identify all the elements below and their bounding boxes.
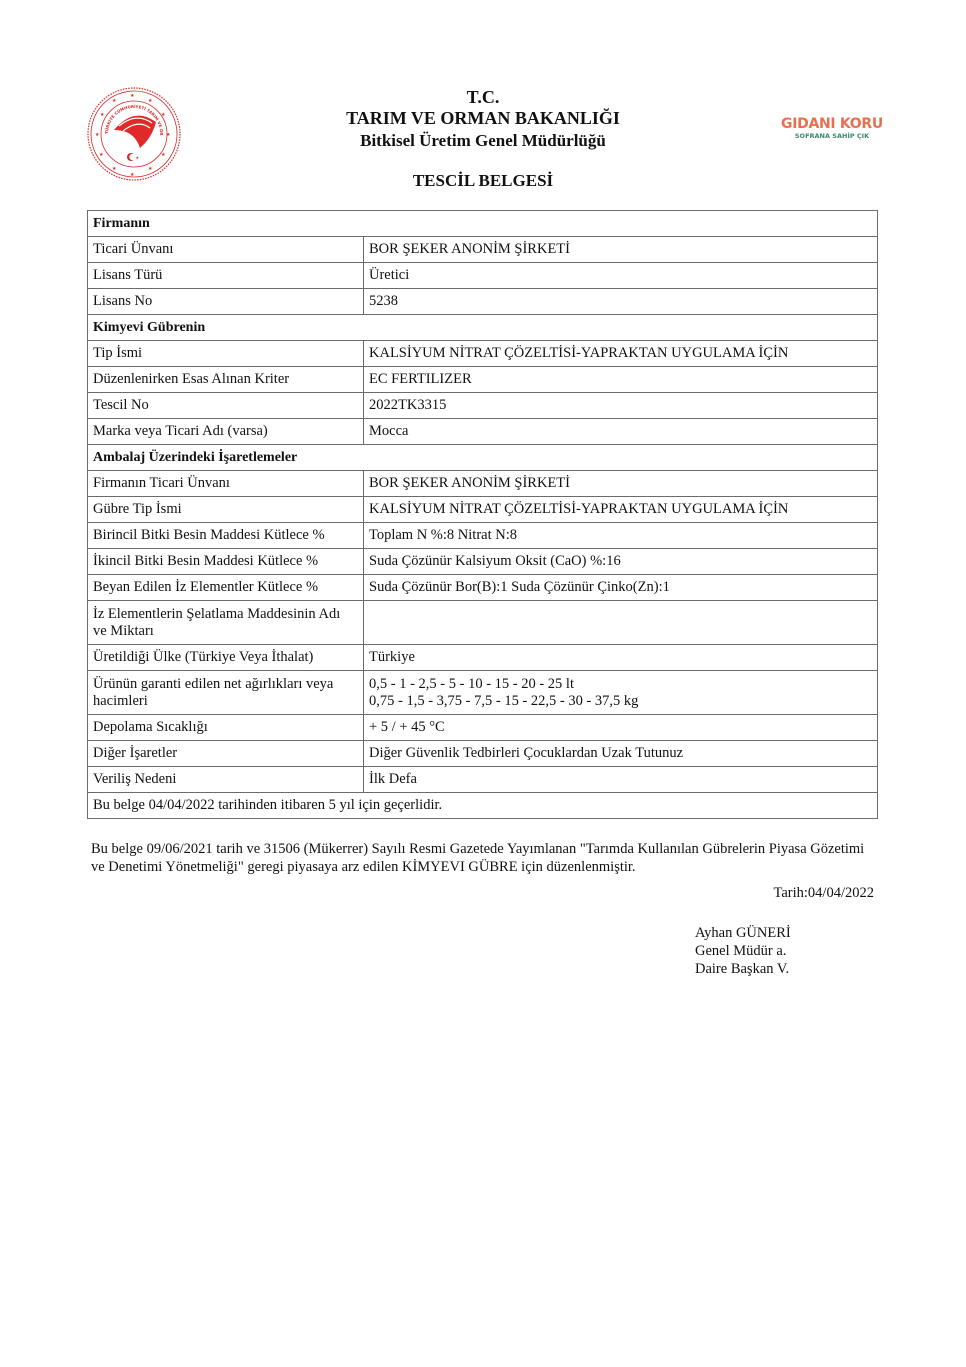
validity-text: Bu belge 04/04/2022 tarihinden itibaren 5 yıl için geçerlidir. <box>88 793 878 819</box>
svg-text:★: ★ <box>135 155 140 160</box>
row-label <box>88 601 364 645</box>
row-label: İkincil Bitki Besin Maddesi Kütlece % <box>88 549 364 575</box>
row-label: Depolama Sıcaklığı <box>88 715 364 741</box>
row-label <box>88 671 364 715</box>
table-row <box>88 671 878 715</box>
row-value <box>364 671 878 715</box>
row-label: Lisans Türü <box>88 263 364 289</box>
row-label-line2: ve Miktarı <box>93 622 154 639</box>
row-value: Mocca <box>364 419 878 445</box>
row-label-line1: İz Elementlerin Şelatlama Maddesinin Adı <box>93 605 341 622</box>
row-value: BOR ŞEKER ANONİM ŞİRKETİ <box>364 471 878 497</box>
header-ministry: TARIM VE ORMAN BAKANLIĞI <box>346 108 620 128</box>
row-label: Gübre Tip İsmi <box>88 497 364 523</box>
row-label: Tescil No <box>88 393 364 419</box>
document-title: TESCİL BELGESİ <box>412 171 554 190</box>
seal-text: TÜRKİYE CUMHURİYETİ TARIM VE OR <box>103 103 165 136</box>
svg-text:★: ★ <box>166 132 171 138</box>
section-header-row <box>88 211 878 237</box>
signatory-name: Ayhan GÜNERİ <box>695 925 791 941</box>
svg-text:★: ★ <box>130 93 135 99</box>
row-value: Suda Çözünür Bor(B):1 Suda Çözünür Çinko(Zn):1 <box>364 575 878 601</box>
registration-table <box>87 210 878 819</box>
svg-text:★: ★ <box>112 98 117 104</box>
row-label: Tip İsmi <box>88 341 364 367</box>
issue-date: Tarih:04/04/2022 <box>773 885 874 901</box>
svg-text:★: ★ <box>100 112 105 118</box>
table-row <box>88 471 878 497</box>
row-label: Ticari Ünvanı <box>88 237 364 263</box>
row-label-line1: Ürünün garanti edilen net ağırlıkları veya <box>93 675 334 692</box>
svg-text:★: ★ <box>148 98 153 104</box>
section-title-fertilizer: Kimyevi Gübrenin <box>88 315 878 341</box>
row-value: 5238 <box>364 289 878 315</box>
table-row <box>88 497 878 523</box>
row-label: Üretildiği Ülke (Türkiye Veya İthalat) <box>88 645 364 671</box>
svg-text:★: ★ <box>99 152 104 158</box>
svg-text:★: ★ <box>161 112 166 118</box>
row-label: Firmanın Ticari Ünvanı <box>88 471 364 497</box>
row-label: Diğer İşaretler <box>88 741 364 767</box>
svg-text:★: ★ <box>112 166 117 172</box>
validity-row <box>88 793 878 819</box>
row-label: Düzenlenirken Esas Alınan Kriter <box>88 367 364 393</box>
table-row <box>88 393 878 419</box>
section-title-packaging: Ambalaj Üzerindeki İşaretlemeler <box>88 445 878 471</box>
header-directorate: Bitkisel Üretim Genel Müdürlüğü <box>360 131 606 150</box>
row-value-line1: 0,5 - 1 - 2,5 - 5 - 10 - 15 - 20 - 25 lt <box>369 675 574 692</box>
row-label-line2: hacimleri <box>93 692 148 709</box>
signatory-title-1: Genel Müdür a. <box>695 943 787 959</box>
row-value-line2: 0,75 - 1,5 - 3,75 - 7,5 - 15 - 22,5 - 30 - 37,5 kg <box>369 692 639 709</box>
signatory-title-2: Daire Başkan V. <box>695 961 790 977</box>
table-row <box>88 767 878 793</box>
table-row <box>88 367 878 393</box>
row-value: BOR ŞEKER ANONİM ŞİRKETİ <box>364 237 878 263</box>
table-row <box>88 715 878 741</box>
header-tc: T.C. <box>466 87 500 107</box>
table-row <box>88 549 878 575</box>
row-value: 2022TK3315 <box>364 393 878 419</box>
gidani-koru-logo <box>780 116 884 148</box>
row-value: KALSİYUM NİTRAT ÇÖZELTİSİ-YAPRAKTAN UYGULAMA İÇİN <box>364 341 878 367</box>
table-row <box>88 601 878 645</box>
row-value: KALSİYUM NİTRAT ÇÖZELTİSİ-YAPRAKTAN UYGULAMA İÇİN <box>364 497 878 523</box>
table-row <box>88 263 878 289</box>
row-value: Diğer Güvenlik Tedbirleri Çocuklardan Uzak Tutunuz <box>364 741 878 767</box>
table-row <box>88 645 878 671</box>
row-value <box>364 601 878 645</box>
table-row <box>88 341 878 367</box>
row-value: İlk Defa <box>364 767 878 793</box>
table-row <box>88 575 878 601</box>
svg-text:★: ★ <box>148 166 153 172</box>
table-row <box>88 289 878 315</box>
brand-sub-text: SOFRANA SAHİP ÇIK <box>794 132 870 140</box>
row-label: Marka veya Ticari Adı (varsa) <box>88 419 364 445</box>
row-label: Veriliş Nedeni <box>88 767 364 793</box>
signature-block <box>695 924 791 978</box>
table-row <box>88 419 878 445</box>
row-value: EC FERTILIZER <box>364 367 878 393</box>
row-label: Birincil Bitki Besin Maddesi Kütlece % <box>88 523 364 549</box>
section-header-row <box>88 315 878 341</box>
row-value: + 5 / + 45 °C <box>364 715 878 741</box>
section-title-firm: Firmanın <box>88 211 878 237</box>
row-label: Beyan Edilen İz Elementler Kütlece % <box>88 575 364 601</box>
row-label: Lisans No <box>88 289 364 315</box>
row-value: Toplam N %:8 Nitrat N:8 <box>364 523 878 549</box>
row-value: Türkiye <box>364 645 878 671</box>
table-row <box>88 237 878 263</box>
regulation-paragraph: Bu belge 09/06/2021 tarih ve 31506 (Mükerrer) Sayılı Resmi Gazetede Yayımlanan "Tarımda Kullanılan Gübrelerin Piyasa Gözetimi ve Denetimi Yönetmeliği" geregi piyasaya arz edilen KİMYEVI GÜBRE için düzenlenmiştir. <box>91 841 865 875</box>
svg-text:★: ★ <box>130 172 135 178</box>
table-row <box>88 523 878 549</box>
row-value: Suda Çözünür Kalsiyum Oksit (CaO) %:16 <box>364 549 878 575</box>
svg-text:★: ★ <box>161 152 166 158</box>
ministry-seal-logo <box>86 86 182 182</box>
section-header-row <box>88 445 878 471</box>
svg-text:★: ★ <box>95 132 100 138</box>
brand-main-text: GIDANI KORU <box>781 116 883 132</box>
row-value: Üretici <box>364 263 878 289</box>
table-row <box>88 741 878 767</box>
seal-emblem-icon <box>86 86 182 182</box>
